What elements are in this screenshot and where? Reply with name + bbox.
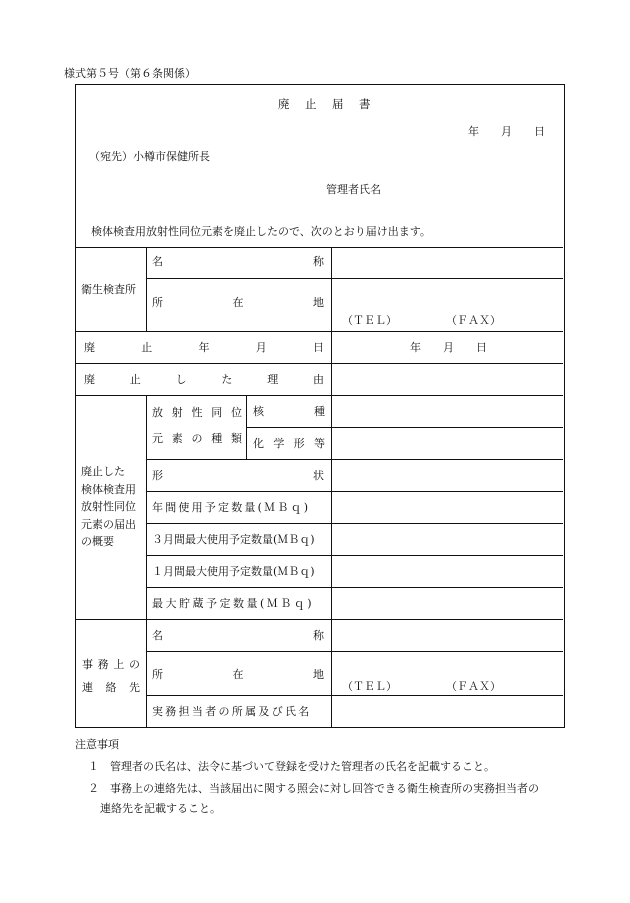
max-storage-label: 最大貯蔵予定数量(ＭＢｑ) [152,597,315,610]
manager-name-label: 管理者氏名 [326,183,381,196]
contact-name-label: 名 称 [152,629,324,642]
row-divider [146,651,563,652]
addressee: （宛先）小樽市保健所長 [89,150,210,163]
row-divider [146,491,563,492]
facility-tel-label: （ＴＥＬ） [342,314,397,327]
notes [75,736,119,753]
row-divider [146,695,563,696]
row-divider [146,278,563,279]
facility-location-label: 所 在 地 [152,296,324,309]
notification-form [75,84,565,728]
row-divider [146,459,563,460]
row-divider [146,587,563,588]
one-month-max-label: １月間最大使用予定数量(ＭＢｑ) [152,565,315,578]
row-divider [76,363,563,364]
row-divider [76,619,563,620]
note-item-2-line2: 連絡先を記載すること。 [100,802,221,815]
row-divider [246,427,563,428]
form-number: 様式第５号（第６条関係） [64,67,196,80]
isotope-type-label-line2: 元 素 の 種 類 [152,432,242,445]
shape-label: 形 状 [152,469,324,482]
contact-fax-label: （ＦＡＸ） [446,680,501,693]
annual-use-label: 年間使用予定数量(ＭＢｑ) [152,501,311,514]
contact-location-label: 所 在 地 [152,668,324,681]
facility-name-label: 名 称 [152,255,324,268]
isotope-type-label-line1: 放 射 性 同 位 [152,406,242,419]
abolish-reason-label: 廃 止 し た 理 由 [84,373,324,386]
contact-section-label-line2: 連 絡 先 [82,681,140,694]
notes-heading: 注意事項 [75,738,119,751]
col-divider [331,247,332,395]
row-divider [146,523,563,524]
contact-section-label-line1: 事 務 上 の [82,658,140,671]
col-divider [146,247,147,331]
note-item-2-line1: ２ 事務上の連絡先は、当該届出に関する照会に対し回答できる衛生検査所の実務担当者の [88,782,539,795]
facility-section-label: 衛生検査所 [81,283,136,296]
abolish-date-value: 年 月 日 [410,341,487,354]
three-month-max-label: ３月間最大使用予定数量(ＭＢｑ) [152,533,315,546]
facility-fax-label: （ＦＡＸ） [446,314,501,327]
contact-tel-label: （ＴＥＬ） [342,680,397,693]
note-item-1: １ 管理者の氏名は、法令に基づいて登録を受けた管理者の氏名を記載すること。 [88,760,495,773]
table-top-border [76,247,563,248]
row-divider [76,331,563,332]
row-divider [76,395,563,396]
col-divider [331,395,332,727]
form-title: 廃 止 届 書 [278,97,373,111]
abolish-date-label: 廃 止 年 月 日 [84,341,324,354]
row-divider [146,555,563,556]
statement: 検体検査用放射性同位元素を廃止したので、次のとおり届け出ます。 [91,225,431,238]
staff-label: 実務担当者の所属及び氏名 [152,705,312,718]
submission-date: 年 月 日 [468,125,545,138]
col-divider [146,395,147,727]
nuclide-label: 核 種 [253,405,325,418]
overview-section-label: 廃止した 検体検査用 放射性同位 元素の届出 の概要 [81,465,136,549]
chemical-form-label: 化 学 形 等 [253,437,325,450]
col-divider [246,395,247,459]
